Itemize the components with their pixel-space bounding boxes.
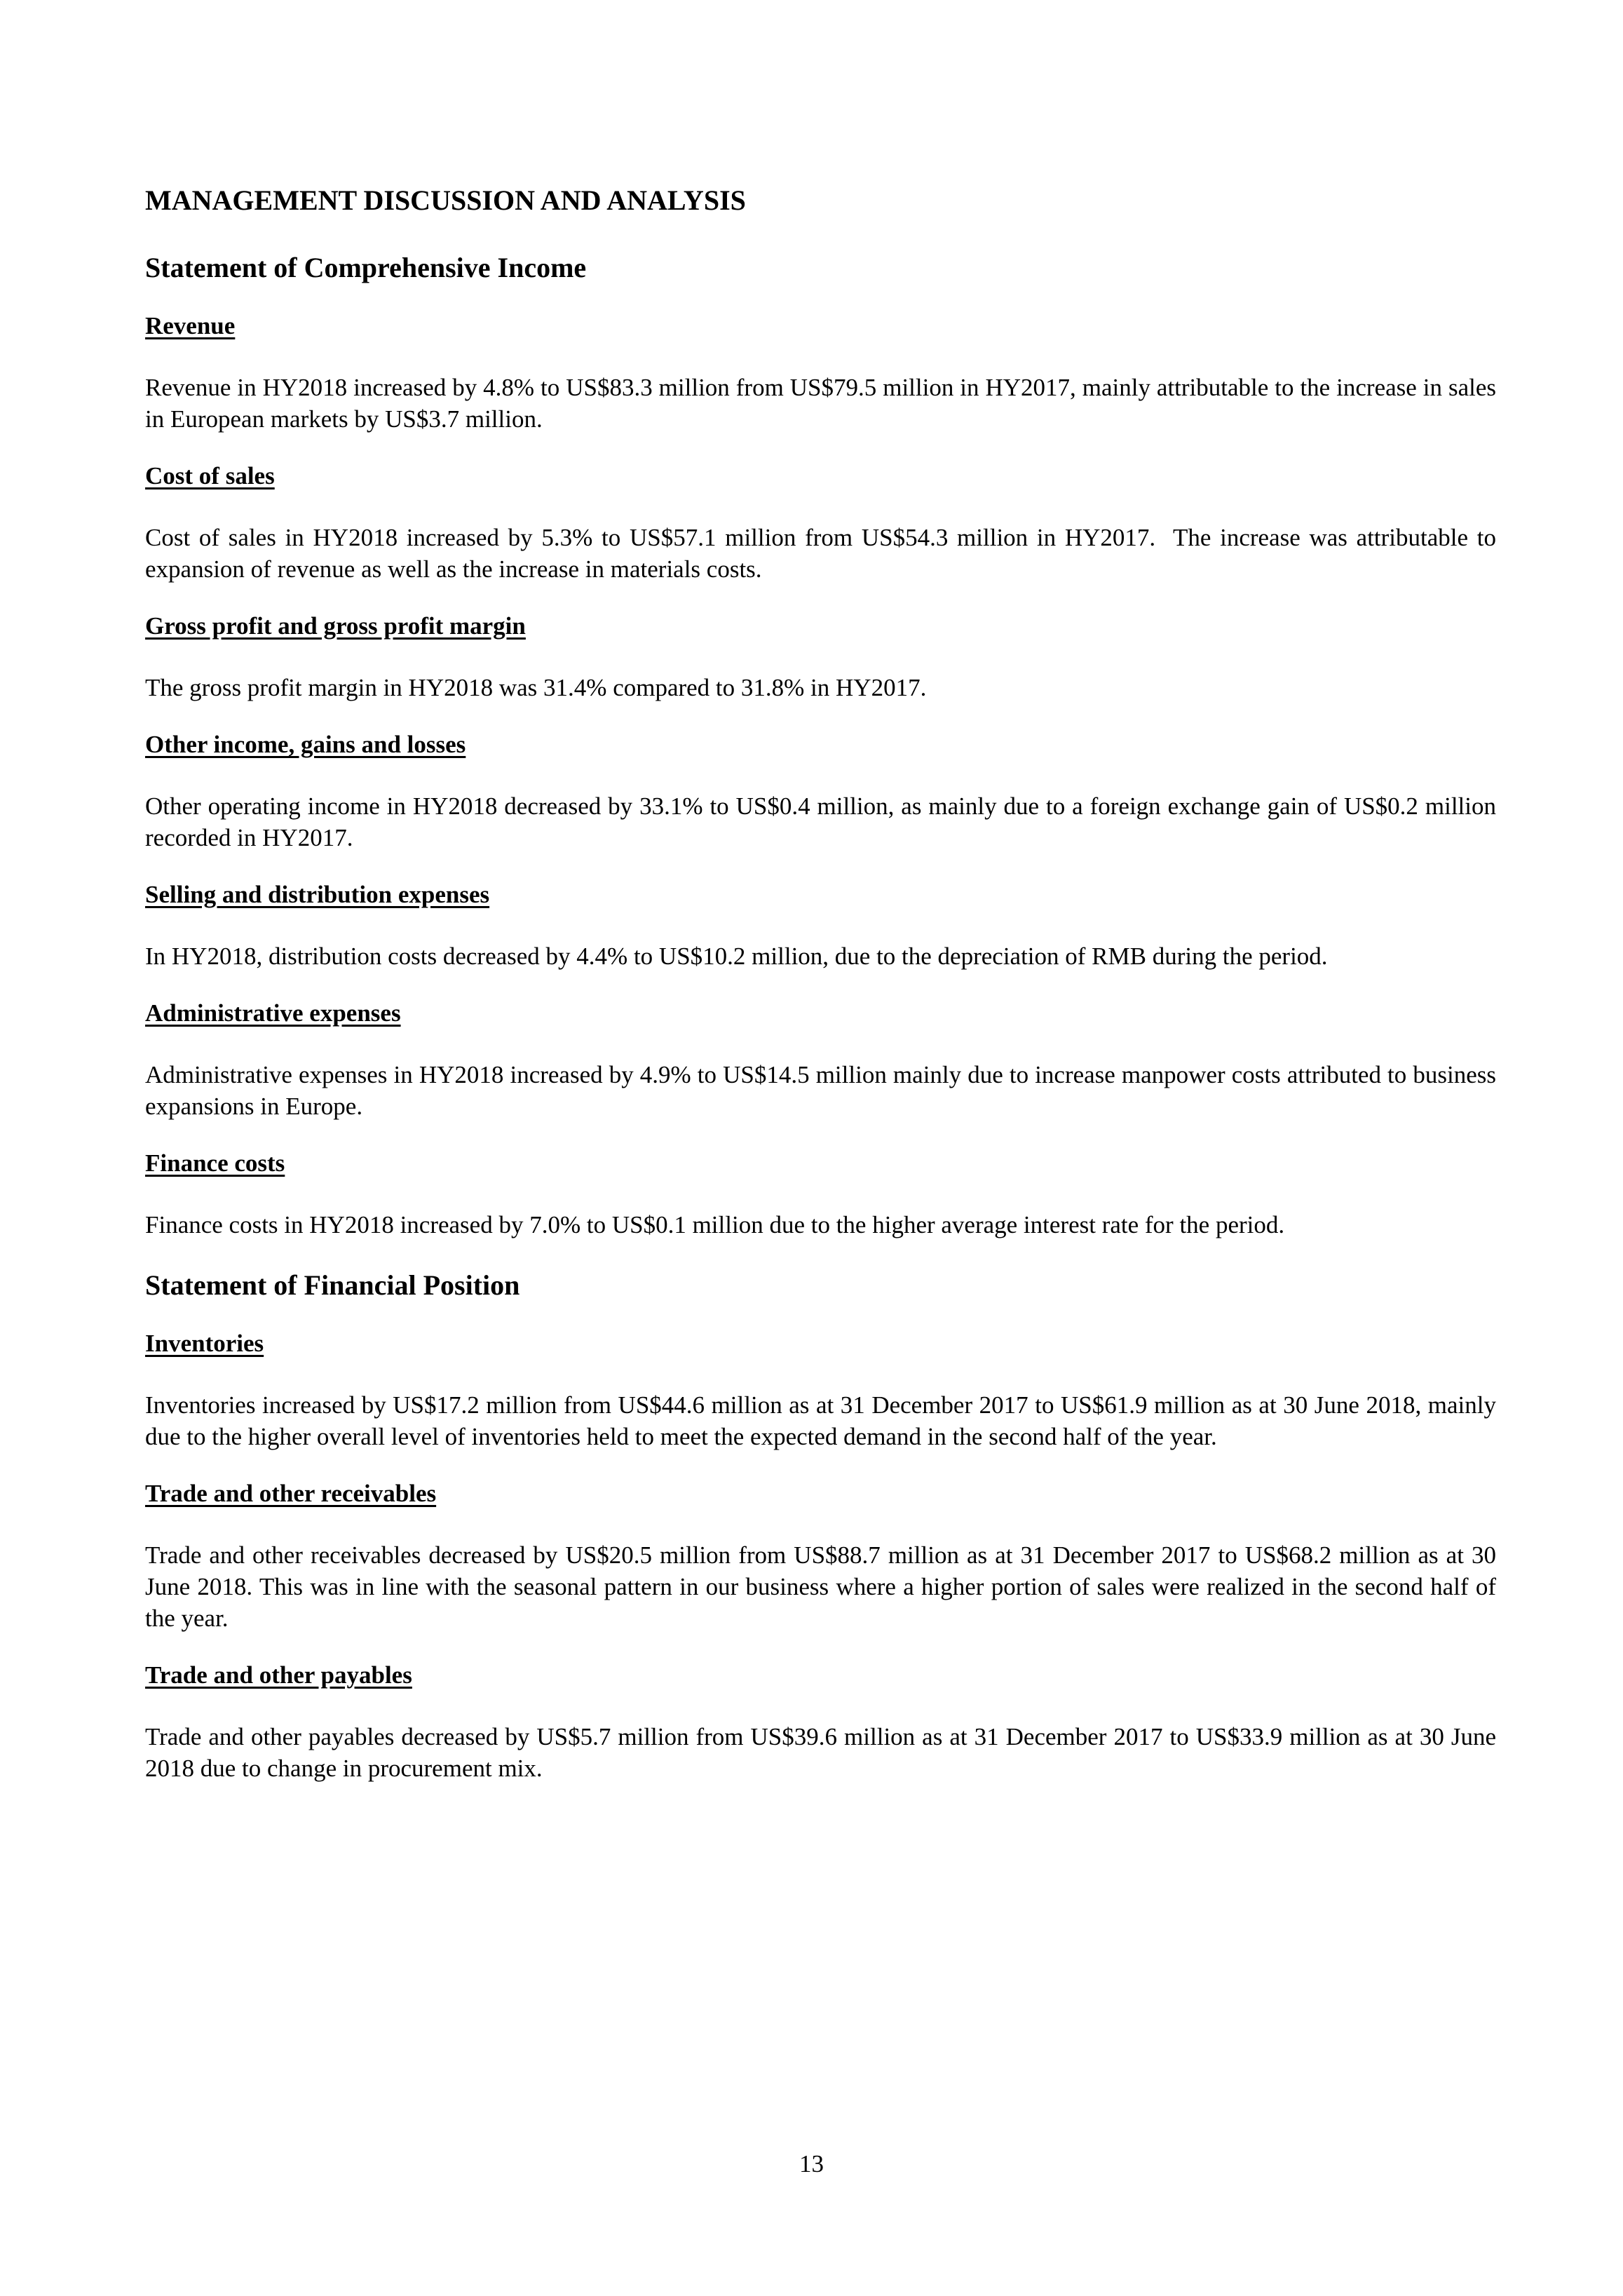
subsection-heading: Revenue — [145, 312, 236, 339]
subsection-text: Inventories increased by US$17.2 million from US$44.6 million as at 31 December 2017 to US$61.9 million as at 30 June 2018, mainly due to the higher overall level of inventories held to meet the expected demand in the second half of the year. — [145, 1391, 1496, 1450]
subsection-heading: Cost of sales — [145, 462, 275, 489]
subsection-revenue — [145, 311, 1496, 435]
subsection-cost-of-sales — [145, 461, 1502, 585]
section-comprehensive-income — [145, 251, 1502, 1241]
subsection-heading: Inventories — [145, 1330, 264, 1357]
subsection-heading: Finance costs — [145, 1149, 285, 1177]
subsection-heading: Trade and other receivables — [145, 1480, 437, 1507]
subsection-text: The gross profit margin in HY2018 was 31.4% compared to 31.8% in HY2017. — [145, 674, 927, 701]
subsection-heading: Gross profit and gross profit margin — [145, 612, 526, 640]
subsection-text: Trade and other receivables decreased by US$20.5 million from US$88.7 million as at 31 December 2017 to US$68.2 million as at 30 June 2018. This was in line with the seasonal pattern in our business where a higher portion of sales were realized in the second half of the year. — [145, 1541, 1496, 1632]
subsection-text: Trade and other payables decreased by US$5.7 million from US$39.6 million as at 31 December 2017 to US$33.9 million as at 30 June 2018 due to change in procurement mix. — [145, 1723, 1496, 1782]
section-title: Statement of Comprehensive Income — [145, 252, 587, 283]
subsection-text: Other operating income in HY2018 decreased by 33.1% to US$0.4 million, as mainly due to a foreign exchange gain of US$0.2 million recorded in HY2017. — [145, 792, 1496, 851]
document-title: MANAGEMENT DISCUSSION AND ANALYSIS — [145, 184, 746, 216]
subsection-trade-payables — [145, 1661, 1496, 1784]
subsection-heading: Other income, gains and losses — [145, 731, 466, 758]
subsection-text: Administrative expenses in HY2018 increased by 4.9% to US$14.5 million mainly due to increase manpower costs attributed to business expansions in Europe. — [145, 1061, 1496, 1120]
subsection-trade-receivables — [145, 1479, 1496, 1634]
page-number: 13 — [799, 2150, 824, 2177]
subsection-other-income — [145, 730, 1496, 853]
subsection-text: Finance costs in HY2018 increased by 7.0% to US$0.1 million due to the higher average interest rate for the period. — [145, 1211, 1285, 1238]
subsection-heading: Administrative expenses — [145, 999, 401, 1027]
subsection-finance-costs — [145, 1149, 1496, 1241]
subsection-heading: Selling and distribution expenses — [145, 881, 490, 908]
subsection-administrative-expenses — [145, 999, 1496, 1122]
subsection-text: In HY2018, distribution costs decreased by 4.4% to US$10.2 million, due to the depreciation of RMB during the period. — [145, 943, 1328, 970]
subsection-text: Cost of sales in HY2018 increased by 5.3% to US$57.1 million from US$54.3 million in HY2017. The increase was attributable to expansion of revenue as well as the increase in materials costs. — [145, 524, 1502, 583]
subsection-heading: Trade and other payables — [145, 1661, 412, 1689]
section-title: Statement of Financial Position — [145, 1269, 520, 1301]
section-financial-position — [145, 1269, 1496, 1784]
subsection-inventories — [145, 1329, 1496, 1452]
subsection-selling-distribution — [145, 880, 1496, 972]
subsection-text: Revenue in HY2018 increased by 4.8% to US$83.3 million from US$79.5 million in HY2017, mainly attributable to the increase in sales in European markets by US$3.7 million. — [145, 374, 1496, 433]
subsection-gross-profit — [145, 612, 1496, 703]
document-page — [145, 184, 1502, 1811]
